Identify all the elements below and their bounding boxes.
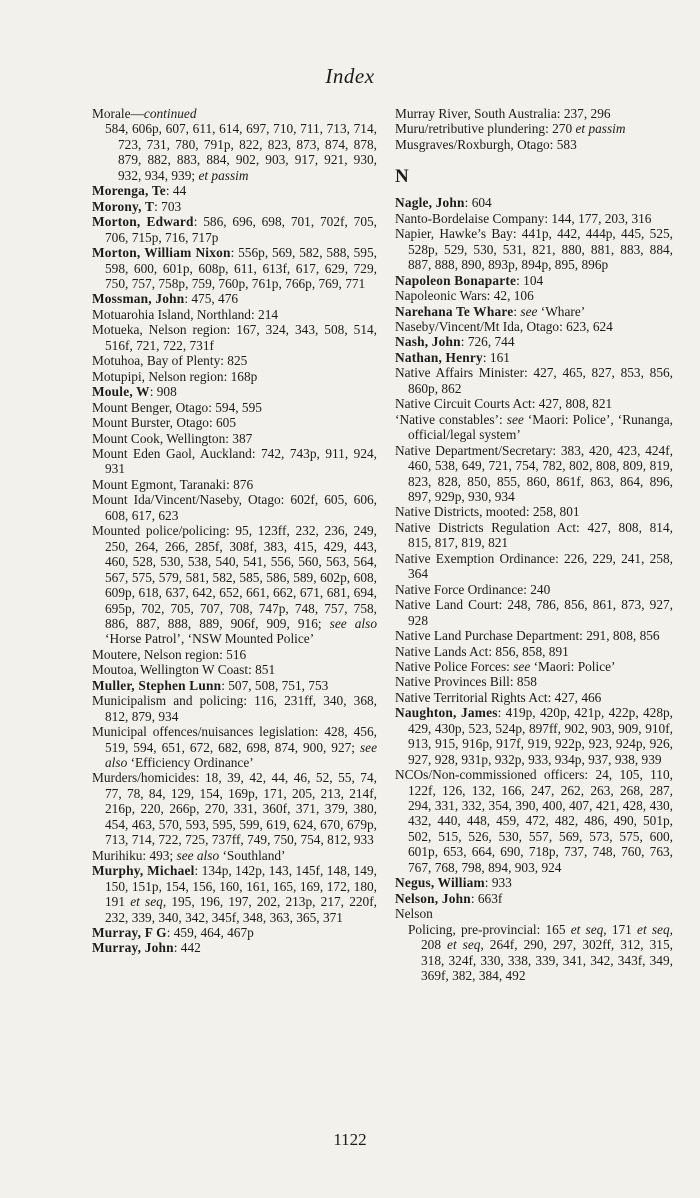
index-entry: Native Districts Regulation Act: 427, 808, 814, 815, 817, 819, 821 bbox=[395, 519, 673, 551]
index-entry: Native Land Court: 248, 786, 856, 861, 873, 927, 928 bbox=[395, 597, 673, 628]
index-entry: Native Circuit Courts Act: 427, 808, 821 bbox=[395, 396, 613, 412]
index-entry: Morale—continued bbox=[92, 106, 197, 121]
index-entry: Mount Eden Gaol, Auckland: 742, 743p, 911, 924, 931 bbox=[92, 445, 377, 477]
index-entry: Nelson bbox=[395, 906, 433, 922]
index-entry: Native Department/Secretary: 383, 420, 423, 424f, 460, 538, 649, 721, 754, 782, 802, 808, 809, 819, 823, 828, 850, 855, 860, 861f, 863, 864, 896, 897, 929p, 930, 934 bbox=[395, 442, 673, 504]
index-entry: Napier, Hawke’s Bay: 441p, 442, 444p, 445, 525, 528p, 529, 530, 531, 821, 880, 881, 883, 884, 887, 888, 890, 893p, 894p, 895, 896p bbox=[395, 226, 673, 273]
index-entry: Native Police Forces: see ‘Maori: Police’ bbox=[395, 658, 616, 674]
index-entry: Musgraves/Roxburgh, Otago: 583 bbox=[395, 136, 577, 152]
index-entry: Negus, William: 933 bbox=[395, 875, 512, 891]
page-title: Index bbox=[325, 64, 375, 88]
index-entry: Native Affairs Minister: 427, 465, 827, 853, 856, 860p, 862 bbox=[395, 365, 673, 396]
index-entry: Native Districts, mooted: 258, 801 bbox=[395, 504, 580, 520]
index-entry: ‘Native constables’: see ‘Maori: Police’, ‘Runanga, official/legal system’ bbox=[395, 411, 673, 443]
index-entry: Native Land Purchase Department: 291, 808, 856 bbox=[395, 628, 660, 644]
index-entry: Nagle, John: 604 bbox=[395, 195, 492, 211]
index-entry: Motuarohia Island, Northland: 214 bbox=[92, 306, 279, 322]
index-subentry: 584, 606p, 607, 611, 614, 697, 710, 711, 713, 714, 723, 731, 780, 791p, 822, 823, 873, 874, 878, 879, 882, 883, 884, 902, 903, 917, 921, 930, 932, 934, 939; et passim bbox=[105, 121, 377, 183]
index-entry: Motueka, Nelson region: 167, 324, 343, 508, 514, 516f, 721, 722, 731f bbox=[92, 322, 377, 353]
section-letter: N bbox=[395, 166, 409, 188]
index-entry: Nelson, John: 663f bbox=[395, 890, 503, 906]
index-entry: Narehana Te Whare: see ‘Whare’ bbox=[395, 303, 586, 319]
page-number: 1122 bbox=[333, 1130, 367, 1149]
index-column-left bbox=[92, 106, 377, 956]
index-entry: Mount Egmont, Taranaki: 876 bbox=[92, 476, 254, 492]
index-subentry: Policing, pre-provincial: 165 et seq, 171 et seq, 208 et seq, 264f, 290, 297, 302ff, 312, 315, 318, 324f, 330, 338, 339, 341, 342, 343f, 349, 369f, 382, 384, 492 bbox=[408, 921, 673, 984]
index-entry: Moutoa, Wellington W Coast: 851 bbox=[92, 662, 276, 678]
index-entry: Mounted police/policing: 95, 123ff, 232, 236, 249, 250, 264, 266, 285f, 308f, 383, 415, 429, 443, 460, 528, 530, 538, 540, 541, 556, 560, 563, 564, 567, 575, 579, 581, 582, 585, 586, 589, 602p, 608, 609p, 618, 637, 642, 652, 661, 662, 671, 681, 694, 695p, 702, 705, 707, 708, 747p, 748, 757, 758, 886, 887, 888, 889, 906f, 909, 916; see also ‘Horse Patrol’, ‘NSW Mounted Police’ bbox=[92, 523, 377, 647]
index-entry: Murray, John: 442 bbox=[92, 940, 201, 956]
index-entry: Mount Cook, Wellington: 387 bbox=[92, 430, 253, 446]
index-entry: Muru/retributive plundering: 270 et passim bbox=[395, 121, 626, 137]
index-entry: Municipal offences/nuisances legislation: 428, 456, 519, 594, 651, 672, 682, 698, 874, 900, 927; see also ‘Efficiency Ordinance’ bbox=[92, 724, 377, 771]
index-entry: Naughton, James: 419p, 420p, 421p, 422p, 428p, 429, 430p, 523, 524p, 897ff, 902, 903, 909, 910f, 913, 915, 916p, 917f, 919, 922p, 923, 924p, 926, 927, 928, 931p, 932p, 933, 934p, 937, 938, 939 bbox=[395, 705, 673, 767]
index-entry: Napoleonic Wars: 42, 106 bbox=[395, 288, 534, 304]
index-entry: Morton, William Nixon: 556p, 569, 582, 588, 595, 598, 600, 601p, 608p, 611, 613f, 617, 629, 729, 750, 757, 758p, 759, 760p, 761p, 766p, 769, 771 bbox=[92, 245, 377, 291]
index-entry: Moutere, Nelson region: 516 bbox=[92, 646, 247, 662]
index-entry: Morton, Edward: 586, 696, 698, 701, 702f, 705, 706, 715p, 716, 717p bbox=[92, 214, 378, 245]
index-entry: Murray River, South Australia: 237, 296 bbox=[395, 106, 611, 121]
index-entry: Muller, Stephen Lunn: 507, 508, 751, 753 bbox=[92, 677, 329, 693]
index-entry: Native Force Ordinance: 240 bbox=[395, 581, 551, 597]
index-entry: Motuhoa, Bay of Plenty: 825 bbox=[92, 353, 248, 369]
index-entry: Moule, W: 908 bbox=[92, 384, 177, 400]
index-entry: Mount Burster, Otago: 605 bbox=[92, 415, 237, 431]
index-entry: Murray, F G: 459, 464, 467p bbox=[92, 925, 254, 941]
index-entry: Napoleon Bonaparte: 104 bbox=[395, 272, 544, 288]
index-entry: NCOs/Non-commissioned officers: 24, 105, 110, 122f, 126, 132, 166, 247, 262, 263, 268, 287, 294, 331, 332, 354, 390, 400, 407, 421, 428, 430, 432, 440, 448, 459, 472, 482, 486, 490, 501p, 502, 515, 526, 530, 557, 569, 573, 575, 600, 601p, 653, 664, 690, 718p, 737, 748, 760, 763, 767, 768, 798, 894, 903, 924 bbox=[395, 767, 673, 875]
index-entry: Morenga, Te: 44 bbox=[92, 183, 187, 199]
index-entry: Nathan, Henry: 161 bbox=[395, 349, 510, 365]
index-entry: Murphy, Michael: 134p, 142p, 143, 145f, 148, 149, 150, 151p, 154, 156, 160, 161, 165, 169, 172, 180, 191 et seq, 195, 196, 197, 202, 213p, 217, 220f, 232, 339, 340, 342, 345f, 348, 363, 365, 371 bbox=[92, 863, 377, 925]
index-entry: Mossman, John: 475, 476 bbox=[92, 291, 239, 307]
index-entry: Murders/homicides: 18, 39, 42, 44, 46, 52, 55, 74, 77, 78, 84, 129, 154, 169p, 171, 205, 213, 214f, 216p, 220, 266p, 270, 331, 360f, 371, 379, 380, 454, 463, 570, 593, 595, 599, 619, 624, 670, 679p, 713, 714, 722, 725, 737ff, 749, 750, 754, 812, 933 bbox=[92, 770, 377, 848]
index-entry: Motupipi, Nelson region: 168p bbox=[92, 368, 258, 384]
index-entry: Naseby/Vincent/Mt Ida, Otago: 623, 624 bbox=[395, 318, 613, 334]
index-entry: Native Provinces Bill: 858 bbox=[395, 674, 537, 690]
index-column-right bbox=[395, 106, 673, 983]
index-entry: Native Exemption Ordinance: 226, 229, 241, 258, 364 bbox=[395, 550, 673, 582]
index-entry: Nash, John: 726, 744 bbox=[395, 334, 515, 350]
index-entry: Native Lands Act: 856, 858, 891 bbox=[395, 643, 569, 659]
index-entry: Nanto-Bordelaise Company: 144, 177, 203, 316 bbox=[395, 210, 652, 226]
index-entry: Native Territorial Rights Act: 427, 466 bbox=[395, 689, 602, 705]
index-entry: Murihiku: 493; see also ‘Southland’ bbox=[92, 847, 286, 863]
index-entry: Mount Benger, Otago: 594, 595 bbox=[92, 399, 262, 415]
index-entry: Municipalism and policing: 116, 231ff, 340, 368, 812, 879, 934 bbox=[92, 693, 377, 724]
index-entry: Morony, T: 703 bbox=[92, 198, 182, 214]
index-entry: Mount Ida/Vincent/Naseby, Otago: 602f, 605, 606, 608, 617, 623 bbox=[92, 492, 377, 523]
